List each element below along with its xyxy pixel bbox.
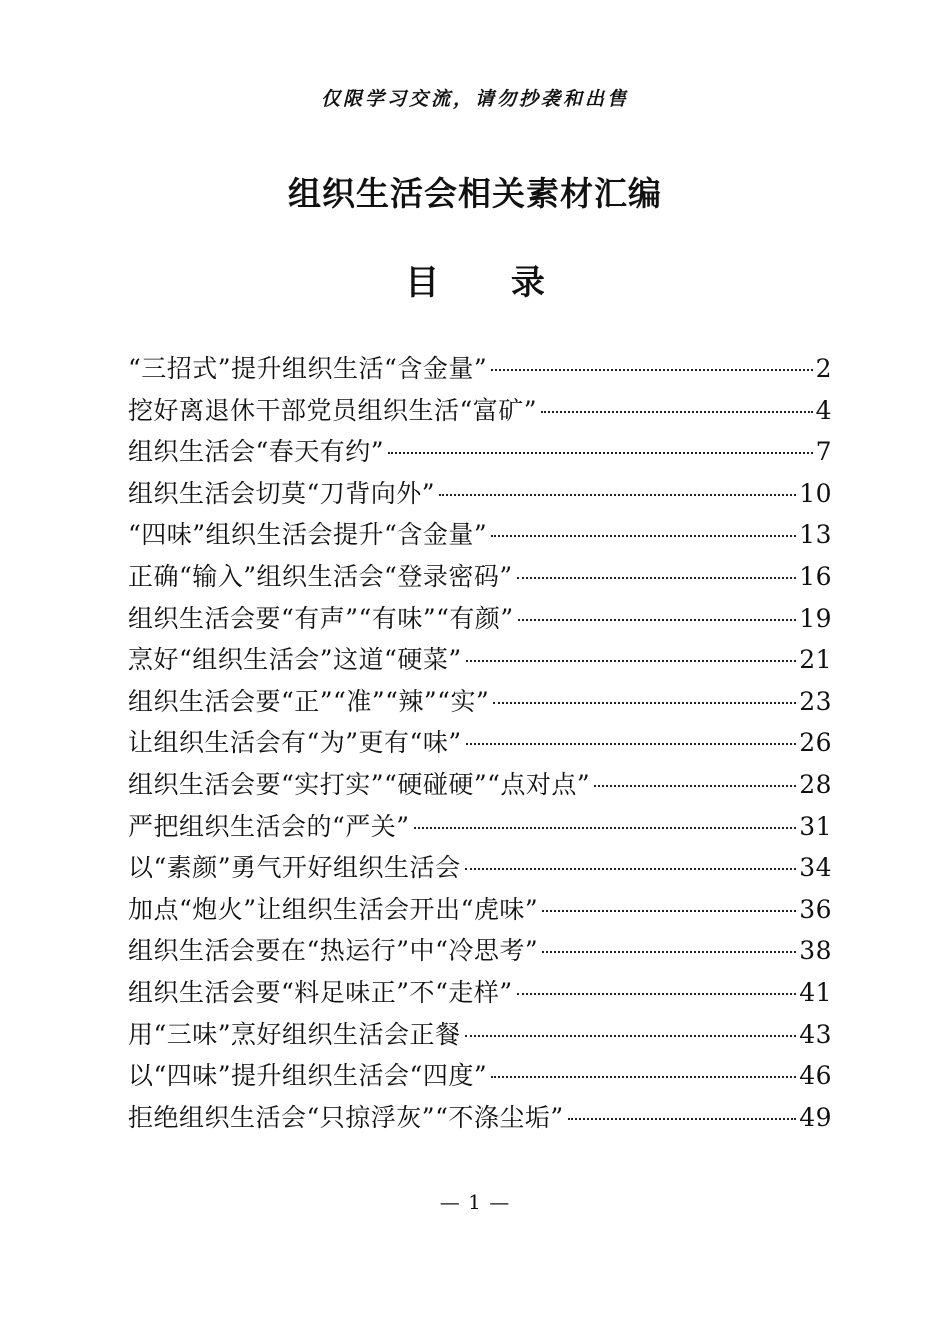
toc-leader-dots [493,702,796,704]
toc-entry-title: 组织生活会“春天有约” [128,437,385,467]
toc-entry-page: 46 [799,1061,832,1091]
toc-entry-title: 以“四味”提升组织生活会“四度” [128,1061,488,1091]
toc-entry-title: 拒绝组织生活会“只掠浮灰”“不涤尘垢” [128,1102,564,1132]
toc-entry[interactable] [128,848,832,890]
toc-entry-title: 正确“输入”组织生活会“登录密码” [128,561,513,591]
toc-leader-dots [542,910,796,912]
toc-entry-page: 23 [799,686,832,716]
toc-entry-page: 26 [799,728,832,758]
toc-entry[interactable] [128,391,832,433]
toc-entry-page: 21 [799,645,832,675]
toc-leader-dots [491,1076,796,1078]
toc-entry[interactable] [128,349,832,391]
toc-leader-dots [568,1118,797,1120]
toc-leader-dots [491,535,796,537]
toc-leader-dots [439,494,796,496]
toc-leader-dots [491,369,812,371]
toc-leader-dots [517,577,797,579]
toc-entry[interactable] [128,723,832,765]
toc-entry[interactable] [128,1015,832,1057]
toc-entry-title: 用“三味”烹好组织生活会正餐 [128,1019,461,1049]
toc-entry-title: 严把组织生活会的“严关” [128,811,410,841]
toc-leader-dots [466,660,797,662]
toc-entry[interactable] [128,640,832,682]
toc-entry-title: 组织生活会切莫“刀背向外” [128,478,436,508]
toc-entry-page: 13 [799,520,832,550]
toc-leader-dots [517,993,797,995]
toc-leader-dots [465,868,797,870]
toc-entry-title: “四味”组织生活会提升“含金量” [128,520,488,550]
toc-heading: 目 录 [405,263,575,303]
toc-leader-dots [594,785,796,787]
toc-entry-title: 组织生活会要“料足味正”不“走样” [128,977,513,1007]
table-of-contents [128,349,832,1139]
toc-entry-title: 让组织生活会有“为”更有“味” [128,728,462,758]
toc-entry-title: 挖好离退休干部党员组织生活“富矿” [128,395,538,425]
toc-entry-page: 49 [799,1102,832,1132]
toc-entry-page: 10 [799,478,832,508]
toc-entry[interactable] [128,1056,832,1098]
toc-entry-page: 28 [799,769,832,799]
toc-entry[interactable] [128,682,832,724]
toc-entry-page: 43 [799,1019,832,1049]
document-title: 组织生活会相关素材汇编 [288,174,662,213]
page-number: — 1 — [439,1190,511,1214]
toc-entry-title: 组织生活会要“有声”“有味”“有颜” [128,603,514,633]
toc-entry[interactable] [128,1098,832,1140]
toc-entry-page: 36 [799,894,832,924]
toc-leader-dots [414,827,797,829]
toc-entry[interactable] [128,557,832,599]
toc-entry-title: 组织生活会要在“热运行”中“冷思考” [128,936,539,966]
toc-entry[interactable] [128,765,832,807]
toc-entry-page: 38 [799,936,832,966]
toc-entry[interactable] [128,474,832,516]
toc-leader-dots [466,743,797,745]
toc-entry[interactable] [128,599,832,641]
toc-entry[interactable] [128,890,832,932]
toc-entry-title: 组织生活会要“实打实”“硬碰硬”“点对点” [128,769,591,799]
toc-entry-title: 加点“炮火”让组织生活会开出“虎味” [128,894,539,924]
toc-leader-dots [465,1035,797,1037]
toc-leader-dots [518,619,797,621]
toc-entry-title: 组织生活会要“正”“准”“辣”“实” [128,686,490,716]
toc-entry-page: 41 [799,977,832,1007]
header-note: 仅限学习交流，请勿抄袭和出售 [320,88,629,110]
toc-entry[interactable] [128,515,832,557]
toc-leader-dots [542,951,796,953]
toc-entry-page: 31 [799,811,832,841]
toc-entry-page: 19 [799,603,832,633]
toc-leader-dots [388,452,813,454]
toc-entry[interactable] [128,931,832,973]
toc-entry-page: 2 [815,354,832,383]
toc-leader-dots [541,411,813,413]
toc-entry[interactable] [128,432,832,474]
toc-entry-title: “三招式”提升组织生活“含金量” [128,354,488,383]
toc-entry-page: 16 [799,561,832,591]
toc-entry[interactable] [128,807,832,849]
toc-entry-page: 7 [815,437,832,467]
toc-entry-page: 4 [815,395,832,425]
toc-entry-page: 34 [799,853,832,883]
toc-entry-title: 烹好“组织生活会”这道“硬菜” [128,645,462,675]
toc-entry[interactable] [128,973,832,1015]
toc-entry-title: 以“素颜”勇气开好组织生活会 [128,853,461,883]
